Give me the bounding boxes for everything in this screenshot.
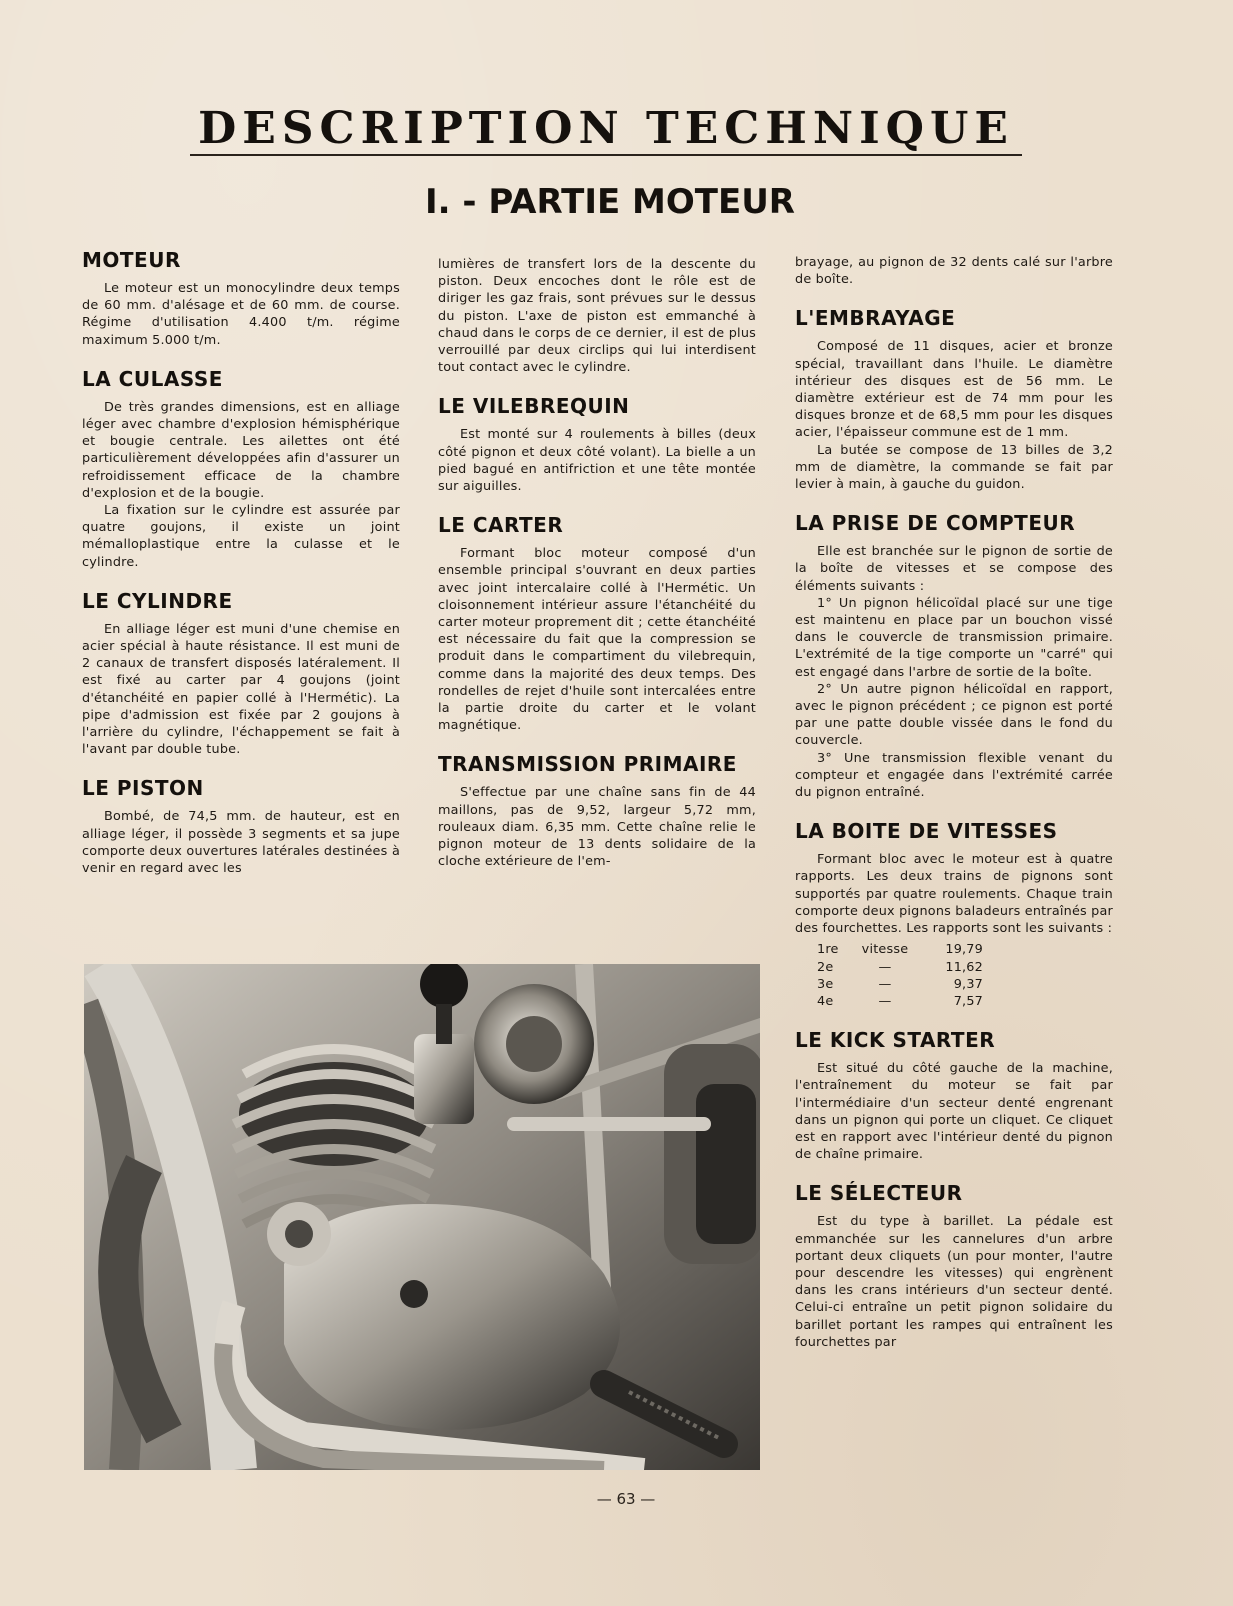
text-compteur-1: Elle est branchée sur le pignon de sortie de la boîte de vitesses et se compose des éléments suivants : [795, 544, 1113, 594]
section-selecteur [795, 1181, 1113, 1351]
heading-boite: LA BOITE DE VITESSES [795, 819, 1058, 844]
column-middle [438, 256, 756, 888]
text-embrayage-2: La butée se compose de 13 billes de 3,2 mm de diamètre, la commande se fait par levier à main, à gauche du guidon. [795, 442, 1113, 493]
text-cylindre: En alliage léger est muni d'une chemise en acier spécial à haute résistance. Il est muni de 2 canaux de transfert disposés latéralement. Il est fixé au carter par 4 goujons (joint d'étanchéité en papier collé à l'Hermétic). La pipe d'admission est fixée par 2 goujons à l'arrière du cylindre, l'échappement se fait à l'avant par double tube. [82, 621, 400, 758]
page-title: DESCRIPTION TECHNIQUE [198, 103, 1014, 154]
text-vilebrequin: Est monté sur 4 roulements à billes (deux côté pignon et deux côté volant). La bielle a un pied bagué en antifriction et une tête montée sur aiguilles. [438, 427, 756, 495]
gear-ratios-list [817, 941, 1113, 1010]
gear-label: 1re [817, 942, 839, 958]
text-piston-continued: lumières de transfert lors de la descente du piston. Deux encoches dont le rôle est de diriger les gaz frais, sont prévues sur le dessus du piston. L'axe de piston est emmanché à chaud dans le corps de ce dernier, il est de plus verrouillé par deux circlips qui lui interdisent tout contact avec le cylindre. [438, 257, 756, 376]
section-moteur [82, 248, 400, 349]
text-embrayage-1: Composé de 11 disques, acier et bronze spécial, travaillant dans l'huile. Le diamètre intérieur des disques est de 56 mm. Le diamètre extérieur est de 74 mm pour les disques bronze et de 68,5 mm pour les disques acier, l'épaisseur commune est de 1 mm. [795, 339, 1113, 441]
heading-piston: LE PISTON [82, 776, 204, 801]
title-rule [190, 154, 1022, 156]
engine-photo [84, 964, 760, 1470]
heading-cylindre: LE CYLINDRE [82, 588, 233, 613]
text-boite: Formant bloc avec le moteur est à quatre rapports. Les deux trains de pignons sont supportés par quatre roulements. Chaque train comporte deux pignons baladeurs entraînés par des fourchettes. Les rapports sont les suivants : [795, 852, 1113, 937]
column-left [82, 248, 400, 895]
section-embrayage [795, 306, 1113, 493]
section-transmission [438, 752, 756, 870]
text-compteur-3: 2° Un autre pignon hélicoïdal en rapport, avec le pignon précédent ; ce pignon est porté par une patte double vissée dans le fond du couvercle. [795, 681, 1113, 749]
gear-separator: — [878, 993, 892, 1009]
heading-kick: LE KICK STARTER [795, 1028, 996, 1053]
gear-separator: — [878, 959, 892, 975]
text-selecteur: Est du type à barillet. La pédale est emmanchée sur les cannelures d'un arbre portant deux cliquets (un pour monter, l'autre pour descendre les vitesses) qui engrènent dans les crans intérieurs d'un secteur denté. Celui-ci entraîne un petit pignon solidaire du barillet portant les rampes qui entraînent les fourchettes par [795, 1214, 1113, 1350]
section-transmission-continued [795, 254, 1113, 288]
gear-ratio-row [817, 959, 1113, 976]
gear-separator: — [878, 976, 892, 992]
section-vilebrequin [438, 394, 756, 495]
section-culasse [82, 367, 400, 571]
heading-vilebrequin: LE VILEBREQUIN [438, 394, 630, 419]
text-transmission-continued: brayage, au pignon de 32 dents calé sur l'arbre de boîte. [795, 255, 1113, 288]
heading-embrayage: L'EMBRAYAGE [795, 306, 956, 331]
gear-label: 3e [817, 976, 834, 992]
section-piston [82, 776, 400, 877]
section-kick [795, 1028, 1113, 1163]
heading-selecteur: LE SÉLECTEUR [795, 1181, 963, 1206]
section-compteur [795, 511, 1113, 801]
heading-culasse: LA CULASSE [82, 366, 223, 391]
text-compteur-4: 3° Une transmission flexible venant du compteur et engagée dans l'extrémité carrée du pignon entraîné. [795, 750, 1113, 801]
gear-label: 4e [817, 993, 834, 1009]
text-transmission: S'effectue par une chaîne sans fin de 44 maillons, pas de 9,52, largeur 5,72 mm, rouleaux diam. 6,35 mm. Cette chaîne relie le pignon moteur de 13 dents solidaire de la cloche extérieure de l'em- [438, 785, 756, 870]
section-carter [438, 513, 756, 734]
page-number: — 63 — [596, 1490, 656, 1508]
section-boite [795, 819, 1113, 1010]
gear-separator: vitesse [861, 942, 909, 958]
gear-ratio-value: 9,37 [953, 976, 983, 992]
gear-ratio-value: 11,62 [945, 959, 983, 975]
heading-compteur: LA PRISE DE COMPTEUR [795, 511, 1076, 536]
heading-moteur: MOTEUR [82, 248, 181, 272]
text-carter: Formant bloc moteur composé d'un ensemble principal s'ouvrant en deux parties avec joint intercalaire collé à l'Hermétic. Un cloisonnement intérieur assure l'étanchéité du carter moteur proprement dit ; cette étanchéité est nécessaire du fait que la compression se produit dans le compartiment du vilebrequin, comme dans la majorité des deux temps. Des rondelles de rejet d'huile sont intercalées entre la partie droite du carter et le volant magnétique. [438, 546, 756, 734]
gear-ratio-row [817, 941, 1113, 958]
text-moteur: Le moteur est un monocylindre deux temps de 60 mm. d'alésage et de 60 mm. de course. Régime d'utilisation 4.400 t/m. régime maximum 5.000 t/m. [82, 281, 400, 348]
heading-carter: LE CARTER [438, 513, 564, 538]
gear-ratio-value: 19,79 [945, 942, 983, 958]
text-piston: Bombé, de 74,5 mm. de hauteur, est en alliage léger, il possède 3 segments et sa jupe comporte deux ouvertures latérales destinées à venir en regard avec les [82, 809, 400, 877]
gear-label: 2e [817, 959, 834, 975]
text-compteur-2: 1° Un pignon hélicoïdal placé sur une tige est maintenu en place par un bouchon vissé dans le couvercle de transmission primaire. L'extrémité de la tige comporte un "carré" qui est engagé dans l'arbre de sortie de la boîte. [795, 595, 1113, 680]
text-kick: Est situé du côté gauche de la machine, l'entraînement du moteur se fait par l'intermédiaire d'un secteur denté engrenant dans un pignon qui porte un cliquet. Ce cliquet est en rapport avec l'intérieur denté du pignon de chaîne primaire. [795, 1061, 1113, 1163]
gear-ratio-row [817, 976, 1113, 993]
section-title: I. - PARTIE MOTEUR [425, 182, 795, 222]
gear-ratio-value: 7,57 [953, 993, 983, 1009]
section-cylindre [82, 589, 400, 759]
section-piston-continued [438, 256, 756, 376]
text-culasse-2: La fixation sur le cylindre est assurée par quatre goujons, il existe un joint mémalloplastique entre la culasse et le cylindre. [82, 503, 400, 570]
heading-transmission: TRANSMISSION PRIMAIRE [438, 752, 737, 777]
text-culasse-1: De très grandes dimensions, est en alliage léger avec chambre d'explosion hémisphérique et bougie centrale. Les ailettes ont été particulièrement développées afin d'assurer un refroidissement efficace de la chambre d'explosion et de la bougie. [82, 399, 400, 501]
column-right [795, 254, 1113, 1369]
gear-ratio-row [817, 993, 1113, 1010]
